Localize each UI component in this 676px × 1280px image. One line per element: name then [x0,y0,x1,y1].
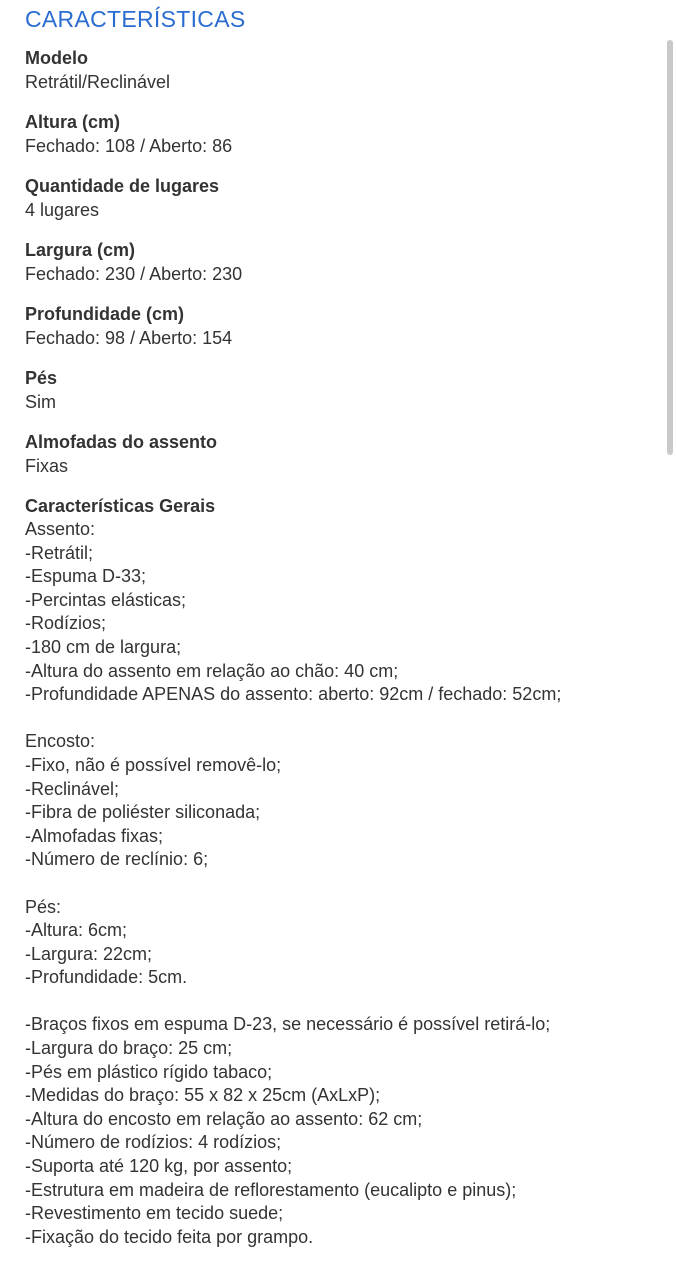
description-line: -Altura: 6cm; [25,920,128,941]
spec-pes [25,366,651,414]
description-line: -Fibra de poliéster siliconada; [25,802,261,823]
spec-name: Características Gerais [25,496,216,516]
description-line: -Braços fixos em espuma D-23, se necessário é possível retirá-lo; [25,1014,551,1035]
description-line [25,872,651,896]
spec-name: Quantidade de lugares [25,176,220,196]
description-line: -Pés em plástico rígido tabaco; [25,1061,273,1082]
spec-altura [25,110,651,158]
description-line: -Espuma D-33; [25,566,147,587]
description-line: -Largura do braço: 25 cm; [25,1038,233,1059]
spec-name: Almofadas do assento [25,432,218,452]
description-line: Pés: [25,896,62,917]
description-line: -Fixação do tecido feita por grampo. [25,1226,314,1247]
spec-caracteristicas-gerais [25,494,651,1249]
scrollbar-thumb[interactable] [667,40,673,455]
description-line: -180 cm de largura; [25,636,182,657]
spec-profundidade [25,302,651,350]
description-line: -Estrutura em madeira de reflorestamento (eucalipto e pinus); [25,1179,517,1200]
description-line: -Almofadas fixas; [25,825,164,846]
description-line: -Percintas elásticas; [25,589,187,610]
description-line: -Suporta até 120 kg, por assento; [25,1156,293,1177]
description-line: -Altura do assento em relação ao chão: 40 cm; [25,660,399,681]
spec-modelo [25,46,651,94]
description-line: -Profundidade: 5cm. [25,967,188,988]
spec-value: Sim [25,392,56,412]
spec-name: Largura (cm) [25,240,136,260]
description-line: -Altura do encosto em relação ao assento: 62 cm; [25,1108,423,1129]
spec-value: Fechado: 230 / Aberto: 230 [25,264,243,284]
spec-almofadas-assento [25,430,651,478]
spec-value: Fechado: 98 / Aberto: 154 [25,328,233,348]
spec-name: Pés [25,368,58,388]
description-line: Encosto: [25,731,96,752]
description-line: -Profundidade APENAS do assento: aberto: 92cm / fechado: 52cm; [25,684,562,705]
spec-value: 4 lugares [25,200,100,220]
description-line: -Medidas do braço: 55 x 82 x 25cm (AxLxP); [25,1085,381,1106]
spec-name: Profundidade (cm) [25,304,185,324]
description-line: -Revestimento em tecido suede; [25,1203,284,1224]
description-line: Assento: [25,519,96,539]
spec-largura [25,238,651,286]
description-line: -Largura: 22cm; [25,943,153,964]
description-line: -Número de reclínio: 6; [25,849,209,870]
spec-name: Modelo [25,48,88,68]
description-line: -Fixo, não é possível removê-lo; [25,754,282,775]
spec-quantidade-lugares [25,174,651,222]
description-line: -Reclinável; [25,778,120,799]
section-title: CARACTERÍSTICAS [25,6,246,32]
description-line [25,707,651,731]
description-line: -Rodízios; [25,613,107,634]
spec-value: Fixas [25,456,69,476]
spec-value: Fechado: 108 / Aberto: 86 [25,136,233,156]
general-description [25,518,651,1249]
description-line: -Número de rodízios: 4 rodízios; [25,1132,282,1153]
description-line [25,990,651,1014]
spec-value: Retrátil/Reclinável [25,72,171,92]
description-line: -Retrátil; [25,542,94,563]
spec-name: Altura (cm) [25,112,121,132]
